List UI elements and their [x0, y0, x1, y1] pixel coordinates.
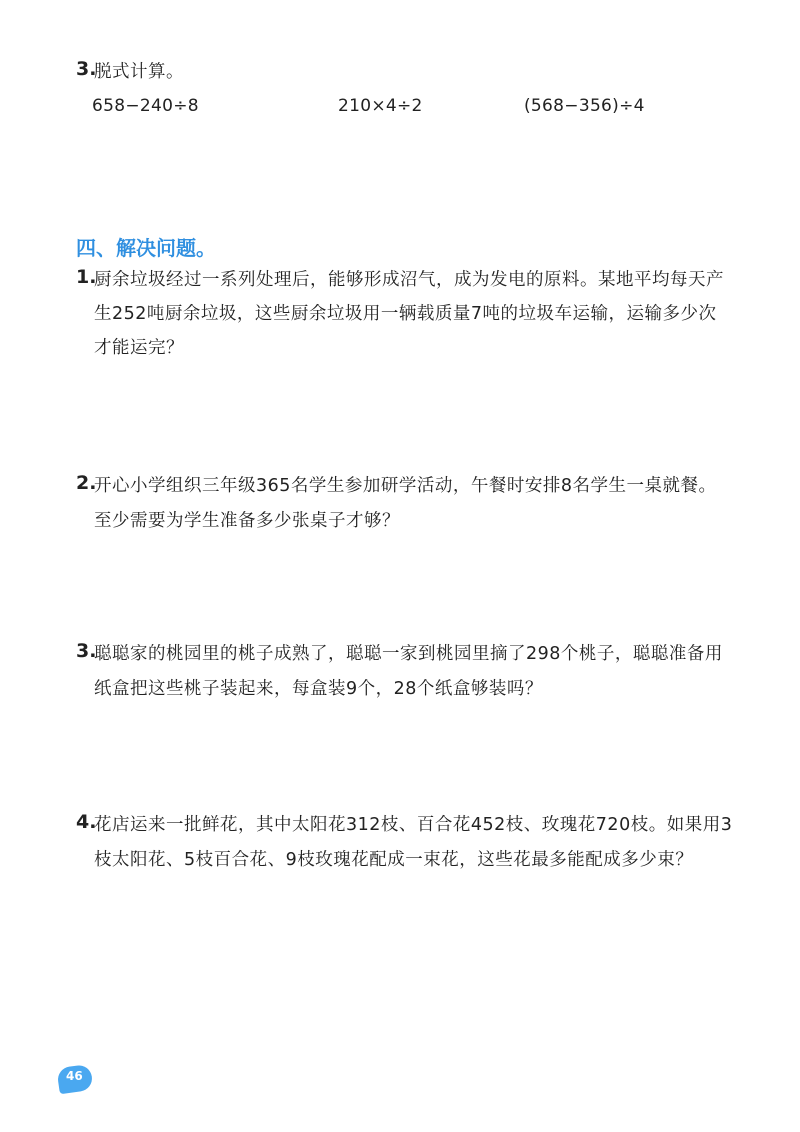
problem-line: 生252吨厨余垃圾，这些厨余垃圾用一辆载质量7吨的垃圾车运输，运输多少次	[94, 304, 717, 324]
problem-line: 花店运来一批鲜花，其中太阳花312枝、百合花452枝、玫瑰花720枝。如果用3	[94, 815, 733, 835]
expression-2: 210×4÷2	[338, 96, 423, 116]
question-number: 3.	[76, 58, 97, 80]
page-number: 46	[66, 1069, 83, 1083]
expression-3: (568−356)÷4	[524, 96, 645, 116]
problem-line: 纸盒把这些桃子装起来，每盒装9个，28个纸盒够装吗？	[94, 679, 543, 699]
problem-line: 至少需要为学生准备多少张桌子才够？	[94, 511, 400, 531]
problem-number: 4.	[76, 811, 97, 833]
problem-number: 1.	[76, 266, 97, 288]
problem-line: 枝太阳花、5枝百合花、9枝玫瑰花配成一束花，这些花最多能配成多少束？	[94, 850, 694, 870]
problem-number: 3.	[76, 640, 97, 662]
expression-1: 658−240÷8	[92, 96, 199, 116]
problem-line: 厨余垃圾经过一系列处理后，能够形成沼气，成为发电的原料。某地平均每天产	[94, 270, 724, 290]
question-title: 脱式计算。	[94, 62, 184, 82]
section-heading: 四、解决问题。	[76, 236, 216, 260]
problem-line: 开心小学组织三年级365名学生参加研学活动，午餐时安排8名学生一桌就餐。	[94, 476, 717, 496]
problem-line: 才能运完？	[94, 338, 184, 358]
problem-number: 2.	[76, 472, 97, 494]
problem-line: 聪聪家的桃园里的桃子成熟了，聪聪一家到桃园里摘了298个桃子，聪聪准备用	[94, 644, 723, 664]
